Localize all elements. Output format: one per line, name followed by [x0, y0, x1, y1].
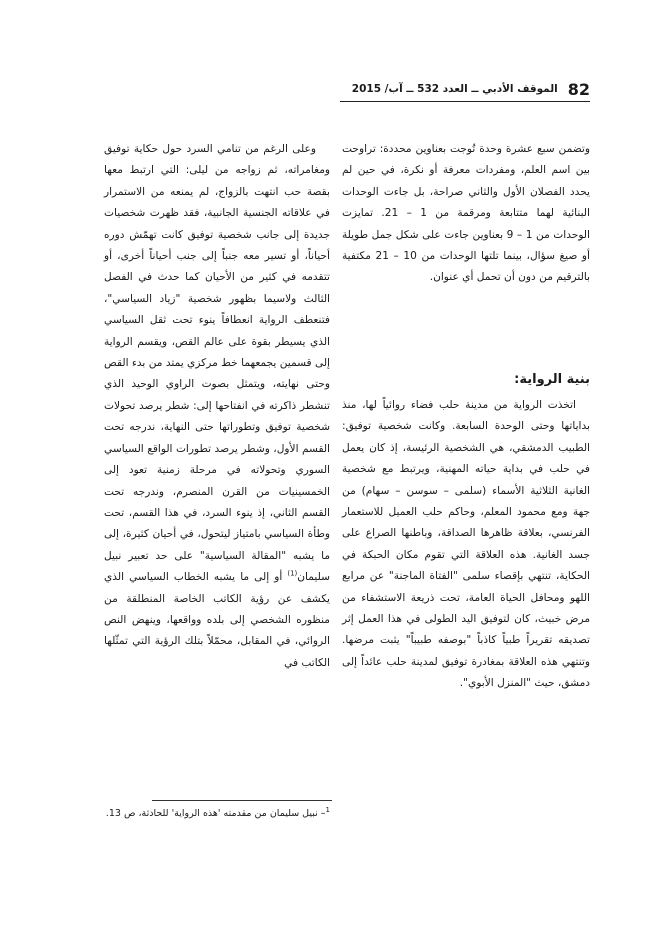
right-column-body: [342, 395, 590, 695]
left-column: [104, 139, 330, 674]
footnote-marker: 1: [325, 805, 330, 814]
left-paragraph: [104, 139, 330, 674]
right-column-intro: [342, 139, 590, 289]
footnote-text: – نبيل سليمان من مقدمته 'هذه الرواية' للحادثة، ص 13.: [105, 808, 326, 819]
left-paragraph-part1: وعلى الرغم من تنامي السرد حول حكاية توفيق ومغامراته، ثم زواجه من ليلى: التي ارتبط معها بقصة حب انتهت بالزواج، لم يمنعه من الاستمرار في علاقاته الجنسية الجانبية، فقد ظهرت شخصيات جديدة إلى جانب شخصية توفيق كانت تهمّش دوره أحياناً، أو تسير معه جنباً إلى جنب أحياناً أخرى، أو تتقدمه في كثير من الأحيان كما حدث في الفصل الثالث ولاسيما بظهور شخصية "زياد السياسي"، فتنعطف الرواية انعطافاً ينوء تحت ثقل السياسي الذي يسيطر بقوة على عالم القص، ويقسم الرواية إلى قسمين يجمعهما خط مركزي يمتد من بدء القص وحتى نهايته، ويتمثل بصوت الراوي الوحيد الذي تنشطر ذاكرته في انفتاحها إلى: شطر يرصد تحولات شخصية توفيق وتطوراتها حتى النهاية، ندرجه تحت القسم الأول، وشطر يرصد تطورات الواقع السياسي السوري وتحولاته في مرحلة زمنية تعود إلى الخمسينيات من القرن المنصرم، وندرجه تحت القسم الثاني، إذ ينوء السرد، في هذا القسم، تحت وطأة السياسي بامتياز ليتحول، في أحيان كثيرة، إلى ما يشبه "المقالة السياسية" على حد تعبير نبيل سليمان: [104, 143, 330, 584]
section-heading: بنية الرواية:: [514, 372, 590, 387]
left-paragraph-part2: أو إلى ما يشبه الخطاب السياسي الذي يكشف عن رؤية الكاتب الخاصة المنطلقة من منظوره الشخصي إلى بلده وواقعها، وينهض النص الروائي، في المقابل، محمّلاً بتلك الرؤية التي تمثّلها الكاتب في: [104, 571, 330, 669]
section-paragraph: اتخذت الرواية من مدينة حلب فضاء روائياً لها، منذ بداياتها وحتى الوحدة السابعة. وكانت شخصية توفيق: الطبيب الدمشقي، هي الشخصية الرئيسة، إذ كان يعمل في حلب في بداية حياته المهنية، ويرتبط مع شخصية الغانية الثلاثية الأسماء (سلمى – سوسن – سهام) من جهة ومع محمود المعلم، وحاكم حلب العميل للاستعمار الفرنسي، بعلاقة ظاهرها الصداقة، وباطنها الصراع على جسد الغانية. هذه العلاقة التي تقوم مكان الحبكة في الحكاية، تنتهي بإقصاء سلمى "الفتاة الماجنة" عن مرابع اللهو ومحافل الحياة العامة، تحت ذريعة الاستشفاء من مرض خبيث، كان لتوفيق اليد الطولى في هذا العمل إثر تصديقه تقريراً طبياً كاذباً "بوصفه طبيباً" يثبت مرضها. وتنتهي هذه العلاقة بمغادرة توفيق لمدينة حلب عائداً إلى دمشق، حيث "المنزل الأبوي".: [342, 399, 590, 690]
running-header: [351, 76, 590, 102]
footnote: [104, 806, 330, 822]
footnote-reference: (1): [287, 569, 298, 578]
intro-paragraph: وتضمن سبع عشرة وحدة تُوجت بعناوين محددة: تراوحت بين اسم العلم، ومفردات معرفة أو نكرة، في حين لم يحدد الفصلان الأول والثاني صراحة، بل جاءت الوحدات البنائية لهما متتابعة ومرقمة من 1 – 21. تمايزت الوحدات من 1 – 9 بعناوين جاءت على شكل جمل طويلة أو صيغ سؤال، بينما تلتها الوحدات من 10 – 21 مكتفية بالترقيم من دون أن تحمل أي عنوان.: [342, 143, 590, 284]
header-rule: [340, 101, 590, 102]
page-number: 82: [567, 79, 590, 99]
journal-title: الموقف الأدبي ــ العدد 532 ــ آب/ 2015: [351, 83, 558, 95]
footnote-rule: [152, 800, 332, 801]
